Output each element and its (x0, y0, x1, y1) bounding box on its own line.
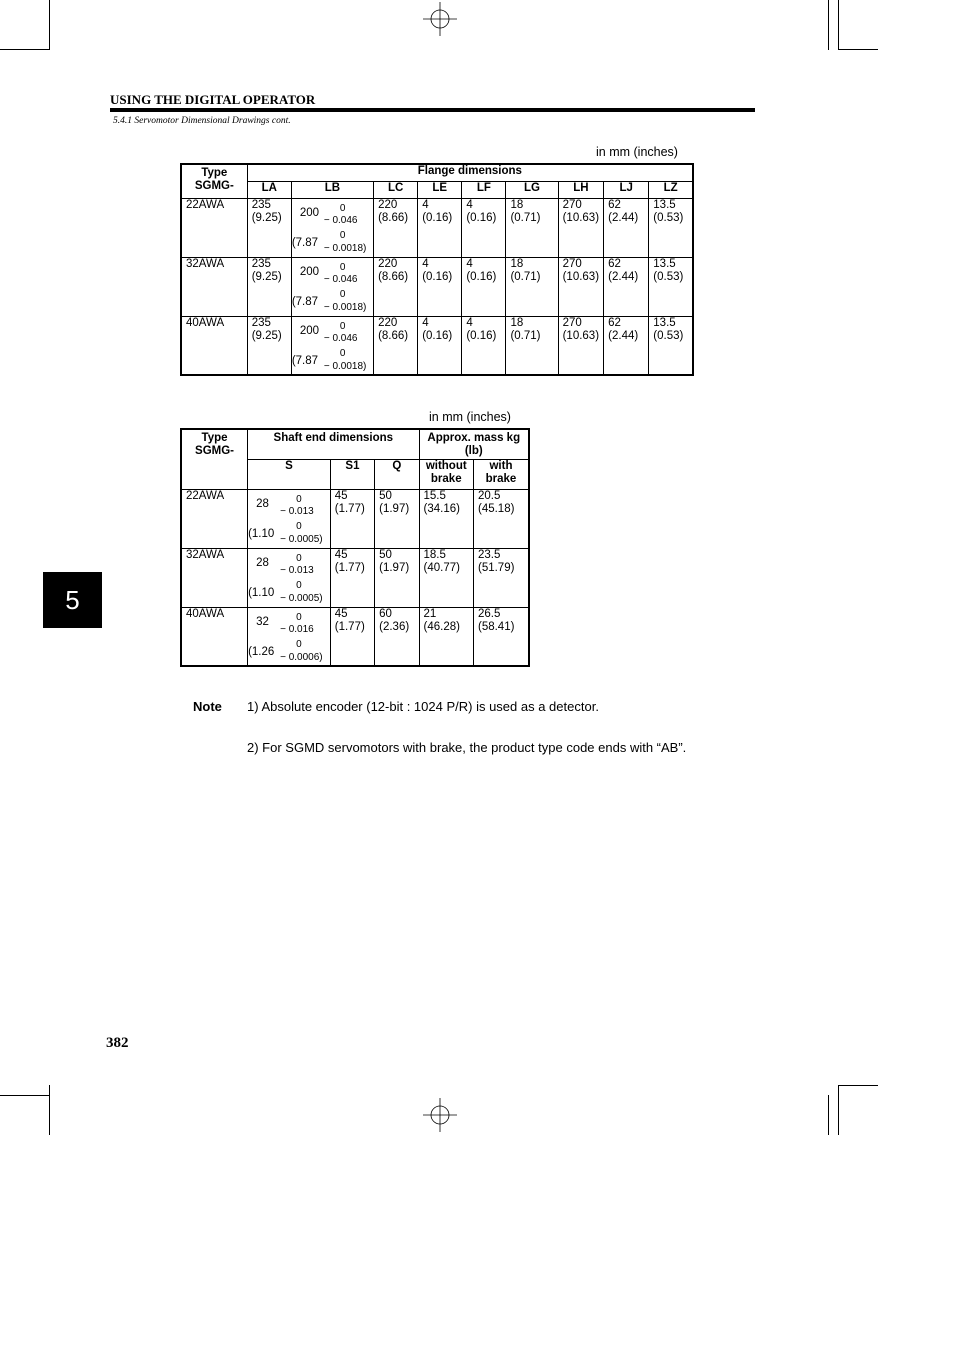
q-cell-metric: 50 (379, 548, 392, 561)
table-row (181, 257, 693, 316)
le-cell-metric: 4 (422, 257, 429, 270)
la-cell-metric: 235 (251, 316, 271, 329)
flange-dimensions-table (180, 163, 694, 376)
with-cell (473, 489, 529, 548)
lb-cell (291, 257, 373, 316)
s1-cell (330, 607, 374, 666)
nominal-value: 200 (299, 206, 319, 219)
column-header-lj: LJ (604, 181, 649, 198)
lz-cell-metric: 13.5 (653, 316, 676, 329)
s1-cell-metric: 45 (334, 607, 348, 620)
inch-nominal: (1.26 (248, 645, 275, 658)
lh-cell-inches: (10.63) (562, 211, 600, 224)
lz-cell (649, 198, 693, 257)
lj-cell-inches: (2.44) (608, 211, 639, 224)
type-cell: 40AWA (181, 607, 248, 666)
header-rule (110, 108, 755, 112)
type-cell: 22AWA (181, 489, 248, 548)
le-cell-inches: (0.16) (422, 329, 453, 342)
le-cell (418, 257, 462, 316)
lower-deviation: − 0.016 (280, 623, 314, 635)
note-item-2: 2) For SGMD servomotors with brake, the product type code ends with “AB”. (247, 740, 687, 755)
inch-nominal: (1.10 (248, 527, 275, 540)
lz-cell (649, 257, 693, 316)
lg-cell-metric: 18 (510, 257, 524, 270)
lj-cell-inches: (2.44) (608, 270, 639, 283)
lb-cell (291, 198, 373, 257)
inch-lower: − 0.0005) (280, 533, 323, 545)
lf-cell (462, 316, 506, 375)
inch-lower-value: 0.0018 (332, 301, 364, 313)
without-cell-metric: 15.5 (423, 489, 446, 502)
lg-cell (506, 316, 558, 375)
lf-cell-metric: 4 (466, 257, 473, 270)
lj-cell-metric: 62 (608, 198, 621, 211)
table-row (181, 198, 693, 257)
lg-cell-metric: 18 (510, 198, 524, 211)
lg-cell (506, 257, 558, 316)
with-cell (473, 548, 529, 607)
s1-cell-inches: (1.77) (334, 620, 365, 633)
inch-lower-value: 0.0005 (288, 592, 320, 604)
with-cell-metric: 26.5 (477, 607, 501, 620)
column-header-q: Q (375, 459, 419, 489)
lf-cell-inches: (0.16) (466, 329, 497, 342)
upper-deviation: 0 (339, 202, 346, 214)
with-cell-inches: (58.41) (477, 620, 515, 633)
type-header: Type SGMG- (181, 164, 247, 198)
nominal-value: 28 (256, 497, 269, 510)
q-cell-inches: (1.97) (379, 561, 410, 574)
lh-cell-metric: 270 (562, 316, 582, 329)
with-cell-inches: (51.79) (477, 561, 515, 574)
lf-cell-metric: 4 (466, 316, 473, 329)
nominal-value: 200 (299, 265, 319, 278)
lc-cell (374, 257, 418, 316)
lz-cell-metric: 13.5 (653, 257, 676, 270)
lf-cell (462, 198, 506, 257)
note-label: Note (193, 699, 222, 714)
lh-cell-inches: (10.63) (562, 329, 600, 342)
inch-lower-value: 0.0018 (332, 360, 364, 372)
lz-cell-inches: (0.53) (653, 211, 684, 224)
lb-cell-tolerance (292, 199, 373, 255)
column-header-lh: LH (558, 181, 604, 198)
without-cell (419, 548, 473, 607)
table2-units: in mm (inches) (429, 410, 511, 424)
lc-cell-metric: 220 (378, 257, 398, 270)
lower-value: 0.046 (332, 273, 358, 285)
column-header-lf: LF (462, 181, 506, 198)
column-header-lb: LB (291, 181, 373, 198)
lz-cell (649, 316, 693, 375)
type-cell: 22AWA (181, 198, 247, 257)
without-cell-metric: 21 (423, 607, 437, 620)
nominal-value: 200 (299, 324, 319, 337)
type-cell: 40AWA (181, 316, 247, 375)
lb-cell-tolerance (292, 317, 373, 373)
section-subtitle: 5.4.1 Servomotor Dimensional Drawings cont. (113, 116, 291, 126)
lower-deviation: − 0.013 (280, 564, 314, 576)
lc-cell-metric: 220 (378, 198, 398, 211)
page-number: 382 (106, 1035, 129, 1051)
table-row (181, 607, 529, 666)
q-cell-inches: (2.36) (379, 620, 410, 633)
column-header-lz: LZ (649, 181, 693, 198)
s1-cell (330, 489, 374, 548)
nominal-value: 32 (256, 615, 269, 628)
lc-cell-inches: (8.66) (378, 329, 409, 342)
lj-cell (604, 257, 649, 316)
lj-cell-metric: 62 (608, 257, 621, 270)
lf-cell-metric: 4 (466, 198, 473, 211)
lower-value: 0.013 (288, 564, 314, 576)
with-cell-metric: 20.5 (477, 489, 501, 502)
s1-cell (330, 548, 374, 607)
lf-cell-inches: (0.16) (466, 270, 497, 283)
with-cell-metric: 23.5 (477, 548, 501, 561)
lc-cell (374, 198, 418, 257)
mass-header: Approx. mass kg (lb) (419, 429, 529, 459)
la-cell-inches: (9.25) (251, 329, 282, 342)
lower-value: 0.046 (332, 332, 358, 344)
shaft-header: Shaft end dimensions (248, 429, 419, 459)
inch-nominal: (7.87 (291, 236, 319, 249)
lower-deviation: − 0.046 (323, 214, 358, 226)
inch-nominal: (7.87 (291, 295, 319, 308)
inch-lower: − 0.0018) (323, 301, 367, 313)
without-cell (419, 607, 473, 666)
le-cell (418, 316, 462, 375)
shaft-mass-table (180, 428, 530, 667)
inch-upper: 0 (296, 579, 302, 591)
s-cell-tolerance (248, 549, 330, 605)
la-cell-inches: (9.25) (251, 211, 282, 224)
upper-deviation: 0 (296, 493, 302, 505)
lower-deviation: − 0.013 (280, 505, 314, 517)
la-cell-metric: 235 (251, 257, 271, 270)
upper-deviation: 0 (296, 611, 302, 623)
lc-cell-metric: 220 (378, 316, 398, 329)
s-cell (248, 607, 331, 666)
column-header-lc: LC (374, 181, 418, 198)
lh-cell (558, 257, 604, 316)
s1-cell-inches: (1.77) (334, 561, 365, 574)
lower-value: 0.046 (332, 214, 358, 226)
lg-cell (506, 198, 558, 257)
s-cell-tolerance (248, 490, 330, 546)
s1-cell-inches: (1.77) (334, 502, 365, 515)
inch-lower: − 0.0006) (280, 651, 323, 663)
upper-deviation: 0 (339, 261, 346, 273)
table-row (181, 316, 693, 375)
chapter-tab: 5 (43, 572, 102, 628)
la-cell-metric: 235 (251, 198, 271, 211)
inch-nominal: (1.10 (248, 586, 275, 599)
lg-cell-inches: (0.71) (510, 211, 541, 224)
inch-lower-value: 0.0005 (288, 533, 320, 545)
column-header-le: LE (418, 181, 462, 198)
table-row (181, 489, 529, 548)
q-cell (375, 548, 419, 607)
lg-cell-inches: (0.71) (510, 329, 541, 342)
without-cell-inches: (34.16) (423, 502, 460, 515)
column-header-without-brake: without brake (419, 459, 473, 489)
inch-upper: 0 (296, 520, 302, 532)
q-cell (375, 489, 419, 548)
upper-deviation: 0 (296, 552, 302, 564)
flange-header: Flange dimensions (247, 164, 693, 181)
upper-deviation: 0 (339, 320, 346, 332)
q-cell-inches: (1.97) (379, 502, 410, 515)
lb-cell (291, 316, 373, 375)
lz-cell-metric: 13.5 (653, 198, 676, 211)
without-cell-metric: 18.5 (423, 548, 446, 561)
inch-lower-value: 0.0018 (332, 242, 364, 254)
nominal-value: 28 (256, 556, 269, 569)
inch-lower: − 0.0005) (280, 592, 323, 604)
lg-cell-inches: (0.71) (510, 270, 541, 283)
column-header-lg: LG (506, 181, 558, 198)
inch-upper: 0 (296, 638, 302, 650)
lh-cell-inches: (10.63) (562, 270, 600, 283)
inch-lower: − 0.0018) (323, 360, 367, 372)
column-header-s1: S1 (330, 459, 374, 489)
type-cell: 32AWA (181, 257, 247, 316)
registration-mark-icon (423, 2, 457, 36)
note-item-1: 1) Absolute encoder (12-bit : 1024 P/R) is used as a detector. (247, 699, 599, 714)
with-cell (473, 607, 529, 666)
le-cell-metric: 4 (422, 198, 429, 211)
s1-cell-metric: 45 (334, 548, 348, 561)
q-cell-metric: 60 (379, 607, 392, 620)
table-row (181, 548, 529, 607)
q-cell-metric: 50 (379, 489, 392, 502)
s-cell (248, 548, 331, 607)
lb-cell-tolerance (292, 258, 373, 314)
la-cell-inches: (9.25) (251, 270, 282, 283)
la-cell (247, 316, 291, 375)
section-title: USING THE DIGITAL OPERATOR (110, 92, 316, 107)
lower-deviation: − 0.046 (323, 273, 358, 285)
lz-cell-inches: (0.53) (653, 270, 684, 283)
inch-lower-value: 0.0006 (288, 651, 320, 663)
s-cell (248, 489, 331, 548)
inch-upper: 0 (339, 229, 346, 241)
inch-nominal: (7.87 (291, 354, 319, 367)
lh-cell-metric: 270 (562, 257, 582, 270)
s-cell-tolerance (248, 608, 330, 664)
lc-cell-inches: (8.66) (378, 211, 409, 224)
lower-deviation: − 0.046 (323, 332, 358, 344)
le-cell (418, 198, 462, 257)
lj-cell (604, 316, 649, 375)
type-header: Type SGMG- (181, 429, 248, 489)
le-cell-inches: (0.16) (422, 270, 453, 283)
lg-cell-metric: 18 (510, 316, 524, 329)
inch-upper: 0 (339, 288, 346, 300)
lower-value: 0.013 (288, 505, 314, 517)
la-cell (247, 198, 291, 257)
le-cell-metric: 4 (422, 316, 429, 329)
lh-cell-metric: 270 (562, 198, 582, 211)
lc-cell (374, 316, 418, 375)
lj-cell (604, 198, 649, 257)
lower-value: 0.016 (288, 623, 314, 635)
lj-cell-inches: (2.44) (608, 329, 639, 342)
without-cell (419, 489, 473, 548)
la-cell (247, 257, 291, 316)
lf-cell-inches: (0.16) (466, 211, 497, 224)
column-header-la: LA (247, 181, 291, 198)
column-header-with-brake: with brake (473, 459, 529, 489)
lh-cell (558, 316, 604, 375)
lj-cell-metric: 62 (608, 316, 621, 329)
without-cell-inches: (40.77) (423, 561, 460, 574)
table1-units: in mm (inches) (596, 145, 678, 159)
column-header-s: S (248, 459, 331, 489)
registration-mark-icon (423, 1098, 457, 1132)
inch-lower: − 0.0018) (323, 242, 367, 254)
inch-upper: 0 (339, 347, 346, 359)
with-cell-inches: (45.18) (477, 502, 515, 515)
lc-cell-inches: (8.66) (378, 270, 409, 283)
s1-cell-metric: 45 (334, 489, 348, 502)
type-cell: 32AWA (181, 548, 248, 607)
lf-cell (462, 257, 506, 316)
lz-cell-inches: (0.53) (653, 329, 684, 342)
lh-cell (558, 198, 604, 257)
without-cell-inches: (46.28) (423, 620, 460, 633)
q-cell (375, 607, 419, 666)
le-cell-inches: (0.16) (422, 211, 453, 224)
